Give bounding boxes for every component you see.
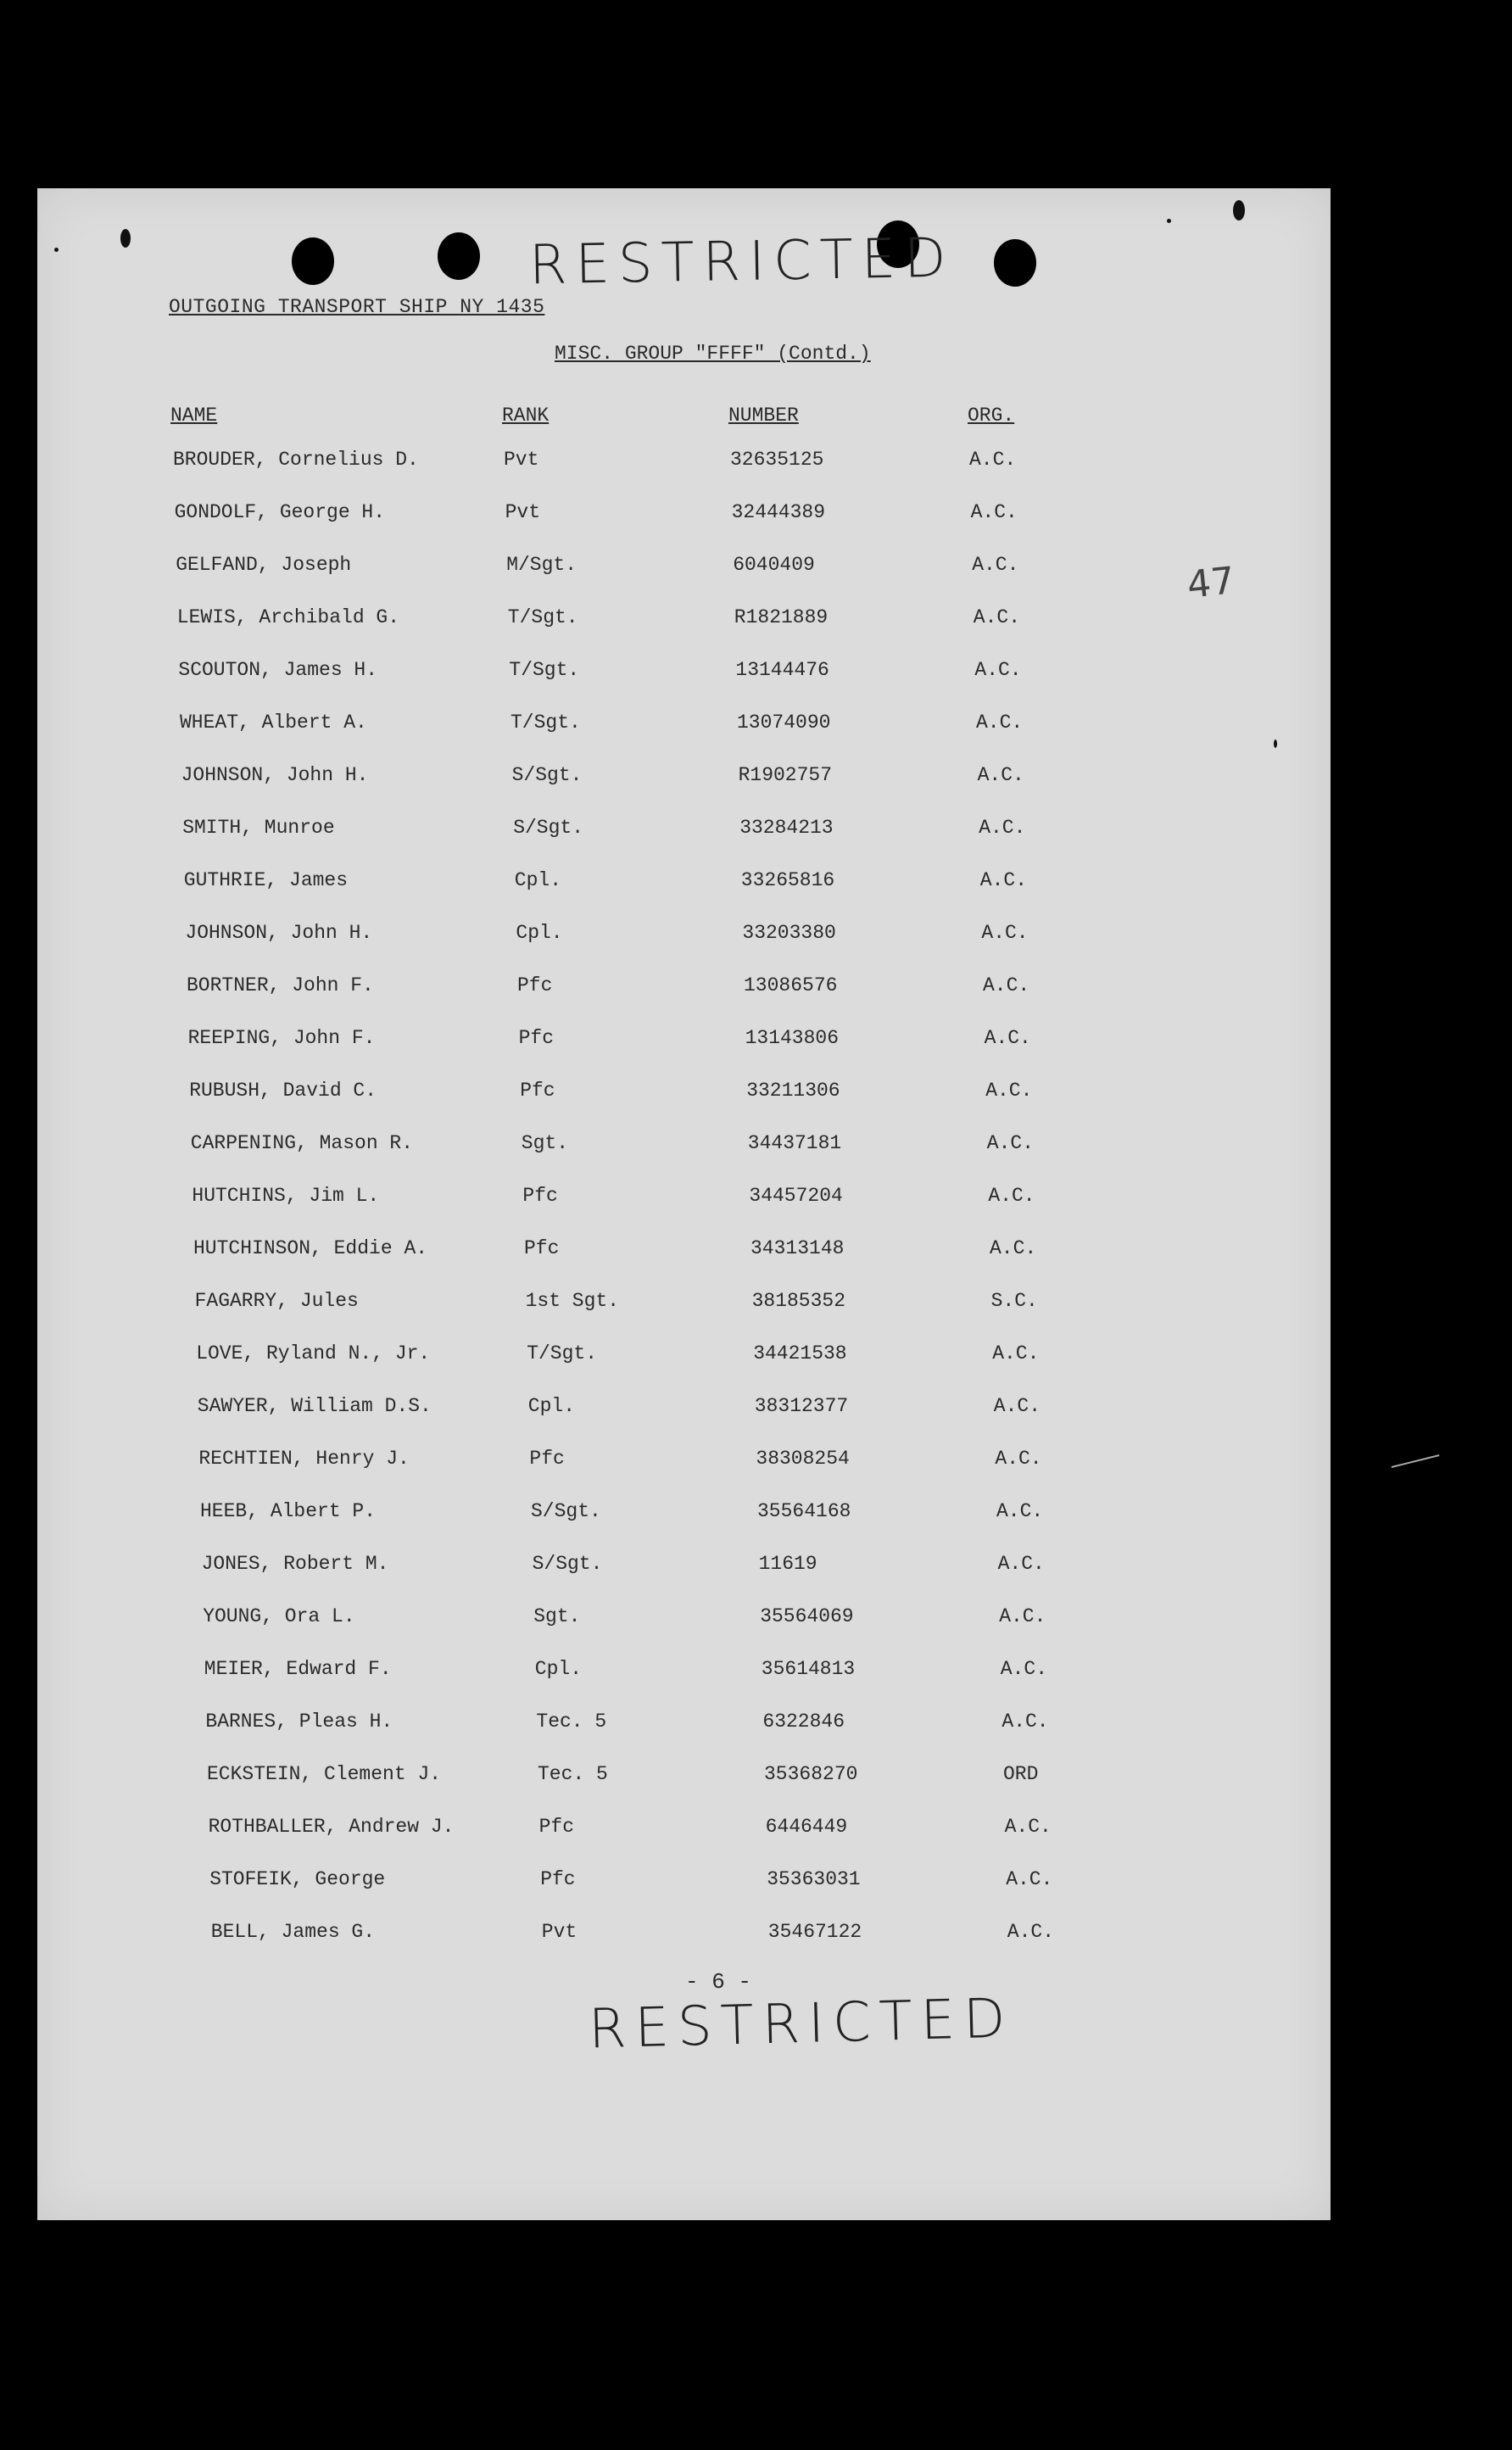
table-row [37, 1605, 1331, 1634]
cell-org: A.C. [988, 1185, 1035, 1207]
cell-rank: S/Sgt. [511, 764, 583, 786]
table-row [37, 1080, 1331, 1108]
cell-org: A.C. [1001, 1711, 1049, 1733]
cell-number: 35564069 [760, 1605, 854, 1627]
column-header-org: ORG. [968, 405, 1015, 427]
cell-rank: Tec. 5 [536, 1711, 607, 1733]
cell-number: 13143806 [745, 1027, 840, 1049]
cell-rank: Cpl. [527, 1395, 576, 1417]
cell-org: A.C. [984, 1027, 1031, 1049]
cell-rank: Sgt. [521, 1132, 569, 1154]
cell-number: 34313148 [750, 1237, 845, 1259]
cell-number: 32635125 [730, 449, 824, 471]
cell-name: HEEB, Albert P. [200, 1500, 377, 1522]
column-header-number: NUMBER [728, 405, 799, 427]
restricted-stamp-bottom: RESTRICTED [588, 1987, 1015, 2062]
cell-rank: Pfc [529, 1448, 565, 1470]
cell-number: 33211306 [746, 1080, 840, 1102]
pen-stroke [1392, 1454, 1440, 1468]
cell-org: A.C. [1004, 1816, 1052, 1838]
cell-number: 6446449 [765, 1816, 848, 1838]
cell-org: A.C. [1000, 1658, 1048, 1680]
cell-rank: 1st Sgt. [525, 1290, 620, 1312]
cell-rank: Sgt. [533, 1605, 581, 1627]
cell-org: S.C. [990, 1290, 1038, 1312]
cell-name: WHEAT, Albert A. [180, 712, 367, 734]
table-row [37, 1237, 1331, 1266]
cell-org: A.C. [985, 1080, 1033, 1102]
cell-rank: T/Sgt. [507, 606, 578, 628]
cell-rank: Pvt [541, 1921, 577, 1943]
cell-rank: Pfc [522, 1185, 558, 1207]
cell-org: A.C. [986, 1132, 1035, 1154]
cell-number: 35614813 [761, 1658, 856, 1680]
cell-rank: Cpl. [534, 1658, 583, 1680]
table-row [37, 869, 1331, 898]
cell-org: A.C. [995, 1448, 1042, 1470]
cell-rank: M/Sgt. [506, 554, 577, 576]
ship-title: OUTGOING TRANSPORT SHIP NY 1435 [169, 296, 545, 318]
cell-rank: T/Sgt. [511, 712, 581, 734]
cell-number: 35363031 [767, 1868, 861, 1890]
cell-rank: S/Sgt. [532, 1553, 603, 1575]
restricted-stamp-top: RESTRICTED [528, 226, 956, 298]
table-row [37, 554, 1331, 583]
cell-name: MEIER, Edward F. [204, 1658, 392, 1680]
punch-hole [292, 237, 334, 285]
ink-speck [1274, 739, 1277, 748]
cell-rank: Pvt [504, 449, 539, 471]
cell-number: 35467122 [767, 1921, 862, 1943]
cell-org: A.C. [993, 1395, 1041, 1417]
cell-number: 33203380 [742, 922, 836, 944]
cell-name: STOFEIK, George [209, 1868, 386, 1890]
column-header-rank: RANK [502, 405, 550, 427]
column-header-name: NAME [170, 405, 218, 427]
cell-rank: T/Sgt. [527, 1342, 598, 1365]
cell-rank: Pfc [520, 1080, 555, 1102]
margin-mark: 47 [1185, 559, 1237, 607]
cell-name: FAGARRY, Jules [194, 1290, 359, 1312]
document-page [37, 188, 1331, 2220]
cell-rank: Cpl. [516, 922, 563, 944]
cell-name: GELFAND, Joseph [176, 554, 352, 576]
table-header [37, 405, 1331, 433]
table-row [37, 817, 1331, 846]
cell-number: 32444389 [731, 501, 826, 523]
table-row [37, 712, 1331, 740]
cell-name: LEWIS, Archibald G. [176, 606, 400, 628]
cell-rank: S/Sgt. [531, 1500, 601, 1522]
cell-rank: Cpl. [514, 869, 562, 891]
cell-number: 11619 [758, 1553, 817, 1575]
table-row [37, 1395, 1331, 1424]
cell-rank: Pvt [505, 501, 541, 523]
cell-org: A.C. [992, 1342, 1040, 1365]
table-row [37, 1290, 1331, 1319]
table-row [37, 1763, 1331, 1792]
cell-name: CARPENING, Mason R. [190, 1132, 414, 1154]
ink-speck [54, 248, 59, 252]
cell-number: 33265816 [740, 869, 835, 891]
cell-rank: Pfc [517, 974, 553, 996]
cell-number: 6322846 [762, 1711, 845, 1733]
cell-org: A.C. [974, 659, 1022, 681]
table-row [37, 1658, 1331, 1687]
cell-number: 35368270 [764, 1763, 858, 1785]
cell-name: YOUNG, Ora L. [203, 1605, 355, 1627]
cell-org: A.C. [990, 1237, 1037, 1259]
cell-name: REEPING, John F. [187, 1027, 376, 1049]
cell-number: 6040409 [733, 554, 815, 576]
cell-org: A.C. [970, 501, 1018, 523]
cell-number: 38185352 [751, 1290, 846, 1312]
cell-org: A.C. [999, 1605, 1046, 1627]
cell-rank: Pfc [524, 1237, 560, 1259]
cell-name: JONES, Robert M. [201, 1553, 389, 1575]
cell-name: GONDOLF, George H. [174, 501, 386, 523]
cell-name: RUBUSH, David C. [189, 1080, 377, 1102]
punch-hole [994, 239, 1036, 287]
cell-org: A.C. [1006, 1868, 1053, 1890]
cell-number: R1902757 [738, 764, 833, 786]
cell-org: A.C. [979, 869, 1028, 891]
table-row [37, 1185, 1331, 1214]
ink-speck [1167, 219, 1171, 223]
ink-speck [1233, 200, 1245, 220]
cell-number: 34421538 [753, 1342, 847, 1365]
cell-rank: S/Sgt. [513, 817, 584, 839]
table-row [37, 1132, 1331, 1161]
table-row [37, 1921, 1331, 1950]
table-row [37, 606, 1331, 635]
table-row [37, 1500, 1331, 1529]
cell-rank: Pfc [540, 1868, 576, 1890]
cell-name: GUTHRIE, James [183, 869, 349, 891]
cell-name: ROTHBALLER, Andrew J. [208, 1816, 455, 1838]
cell-org: A.C. [977, 764, 1024, 786]
cell-rank: Pfc [518, 1027, 555, 1049]
cell-name: LOVE, Ryland N., Jr. [196, 1342, 431, 1365]
cell-name: SMITH, Munroe [182, 817, 335, 839]
table-row [37, 1027, 1331, 1056]
cell-rank: Pfc [538, 1816, 575, 1838]
cell-org: A.C. [996, 1500, 1044, 1522]
group-title: MISC. GROUP "FFFF" (Contd.) [555, 343, 871, 365]
cell-name: JOHNSON, John H. [181, 764, 369, 786]
table-row [37, 659, 1331, 688]
table-row [37, 1816, 1331, 1844]
cell-name: SAWYER, William D.S. [197, 1395, 432, 1417]
cell-number: 34437181 [747, 1132, 842, 1154]
table-row [37, 1711, 1331, 1739]
cell-name: SCOUTON, James H. [178, 659, 378, 681]
cell-number: 34457204 [749, 1185, 843, 1207]
table-row [37, 1342, 1331, 1371]
cell-org: A.C. [981, 922, 1029, 944]
table-row [37, 501, 1331, 530]
cell-number: 38308254 [756, 1448, 850, 1470]
cell-rank: Tec. 5 [538, 1763, 608, 1785]
cell-rank: T/Sgt. [509, 659, 580, 681]
cell-number: 13074090 [737, 712, 831, 734]
page-number: - 6 - [685, 1969, 752, 1995]
cell-number: 38312377 [754, 1395, 849, 1417]
cell-org: A.C. [972, 554, 1019, 576]
cell-org: A.C. [976, 712, 1024, 734]
cell-number: 35564168 [757, 1500, 851, 1522]
cell-name: HUTCHINSON, Eddie A. [193, 1237, 428, 1259]
cell-org: ORD [1003, 1763, 1039, 1785]
table-row [37, 449, 1331, 477]
cell-org: A.C. [979, 817, 1026, 839]
table-row [37, 764, 1331, 793]
ink-speck [120, 229, 131, 248]
cell-name: BELL, James G. [210, 1921, 376, 1943]
cell-name: HUTCHINS, Jim L. [192, 1185, 380, 1207]
cell-name: RECHTIEN, Henry J. [198, 1448, 410, 1470]
table-row [37, 922, 1331, 951]
cell-org: A.C. [973, 606, 1021, 628]
cell-org: A.C. [1007, 1921, 1055, 1943]
table-row [37, 1448, 1331, 1476]
cell-name: BARNES, Pleas H. [205, 1711, 393, 1733]
table-row [37, 974, 1331, 1003]
cell-name: BORTNER, John F. [187, 974, 374, 996]
cell-org: A.C. [969, 449, 1017, 471]
cell-number: 13086576 [744, 974, 838, 996]
cell-org: A.C. [983, 974, 1030, 996]
table-row [37, 1868, 1331, 1897]
cell-number: R1821889 [734, 606, 829, 628]
cell-number: 13144476 [735, 659, 829, 681]
table-row [37, 1553, 1331, 1582]
punch-hole [438, 232, 480, 280]
cell-name: ECKSTEIN, Clement J. [207, 1763, 442, 1785]
cell-name: BROUDER, Cornelius D. [173, 449, 419, 471]
cell-org: A.C. [997, 1553, 1045, 1575]
cell-name: JOHNSON, John H. [185, 922, 373, 944]
cell-number: 33284213 [739, 817, 834, 839]
